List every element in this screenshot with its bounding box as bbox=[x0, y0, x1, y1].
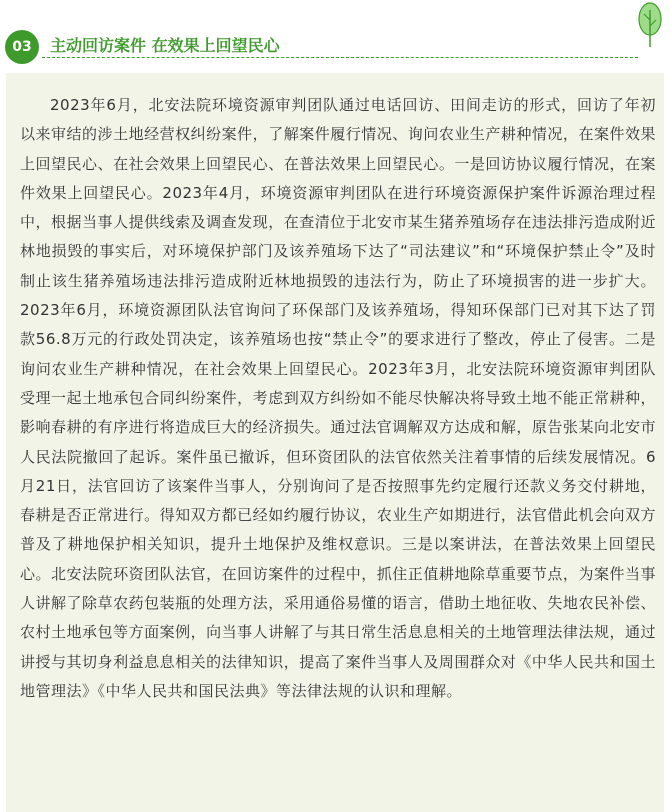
tree-icon bbox=[636, 2, 664, 48]
section-title: 主动回访案件 在效果上回望民心 bbox=[50, 36, 280, 55]
section-header bbox=[0, 0, 670, 80]
title-underline bbox=[42, 57, 638, 58]
content-box bbox=[6, 73, 664, 812]
section-number-badge: 03 bbox=[5, 30, 39, 64]
body-paragraph: 2023年6月，北安法院环境资源审判团队通过电话回访、田间走访的形式，回访了年初以来审结的涉土地经营权纠纷案件，了解案件履行情况、询问农业生产耕种情况，在案件效果上回望民心、在社会效果上回望民心、在普法效果上回望民心。一是回访协议履行情况，在案件效果上回望民心。2023年4月，环境资源审判团队在进行环境资源保护案件诉源治理过程中，根据当事人提供线索及调查发现，在查清位于北安市某生猪养殖场存在违法排污造成附近林地损毁的事实后，对环境保护部门及该养殖场下达了“司法建议”和“环境保护禁止令”及时制止该生猪养殖场违法排污造成附近林地损毁的违法行为，防止了环境损害的进一步扩大。2023年6月，环境资源团队法官询问了环保部门及该养殖场，得知环保部门已对其下达了罚款56.8万元的行政处罚决定，该养殖场也按“禁止令”的要求进行了整改，停止了侵害。二是询问农业生产耕种情况，在社会效果上回望民心。2023年3月，北安法院环境资源审判团队受理一起土地承包合同纠纷案件，考虑到双方纠纷如不能尽快解决将导致土地不能正常耕种，影响春耕的有序进行将造成巨大的经济损失。通过法官调解双方达成和解，原告张某向北安市人民法院撤回了起诉。案件虽已撤诉，但环资团队的法官依然关注着事情的后续发展情况。6月21日，法官回访了该案件当事人，分别询问了是否按照事先约定履行还款义务交付耕地，春耕是否正常进行。得知双方都已经如约履行协议，农业生产如期进行，法官借此机会向双方普及了耕地保护相关知识，提升土地保护及维权意识。三是以案讲法，在普法效果上回望民心。北安法院环资团队法官，在回访案件的过程中，抓住正值耕地除草重要节点，为案件当事人讲解了除草农药包装瓶的处理方法，采用通俗易懂的语言，借助土地征收、失地农民补偿、农村土地承包等方面案例，向当事人讲解了与其日常生活息息相关的土地管理法律法规，通过讲授与其切身利益息息相关的法律知识，提高了案件当事人及周围群众对《中华人民共和国土地管理法》《中华人民共和国民法典》等法律法规的认识和理解。 bbox=[20, 96, 656, 700]
